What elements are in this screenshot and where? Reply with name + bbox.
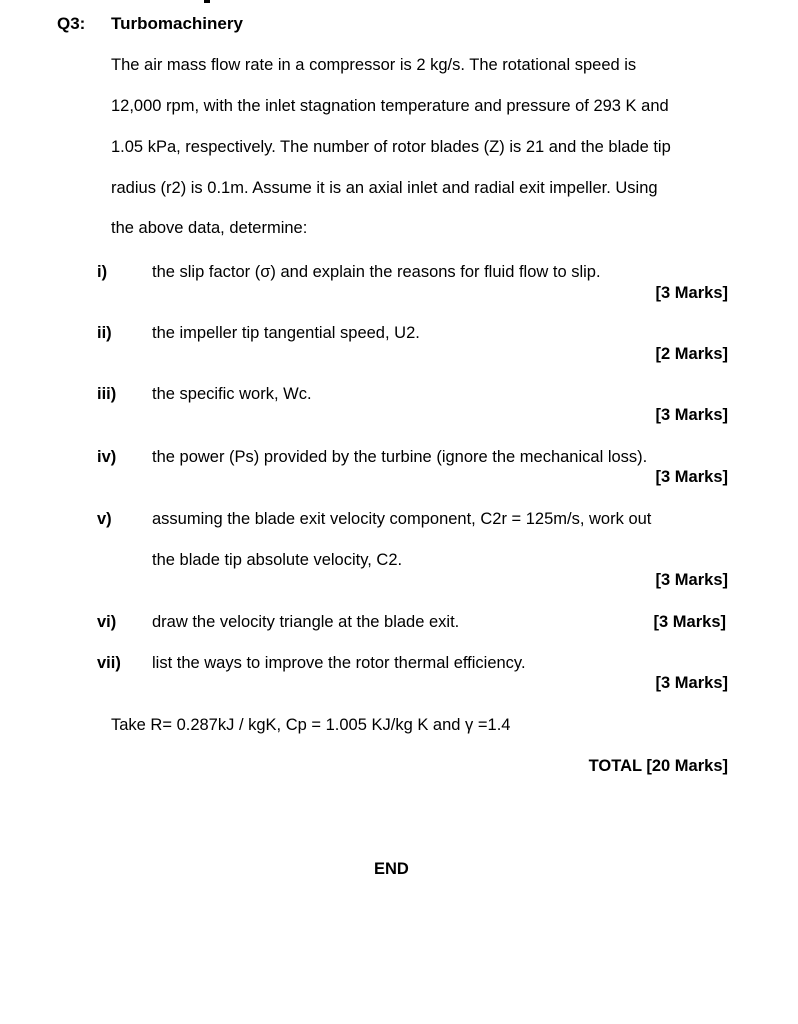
intro-line-2: 12,000 rpm, with the inlet stagnation temperature and pressure of 293 K and — [111, 97, 669, 115]
part-label: v) — [97, 510, 112, 528]
part-marks: [2 Marks] — [655, 345, 728, 363]
part-label: iii) — [97, 385, 117, 403]
part-label: iv) — [97, 448, 117, 466]
part-label: ii) — [97, 324, 112, 342]
part-label: vii) — [97, 654, 121, 672]
part-marks: [3 Marks] — [655, 571, 728, 589]
question-title: Turbomachinery — [111, 14, 243, 33]
part-label: i) — [97, 263, 108, 281]
question-number: Q3: — [57, 14, 86, 33]
part-marks: [3 Marks] — [655, 406, 728, 424]
part-text-line-2: the blade tip absolute velocity, C2. — [152, 551, 403, 569]
part-text: assuming the blade exit velocity component, C2r = 125m/s, work out — [152, 510, 652, 528]
total-marks: TOTAL [20 Marks] — [588, 757, 728, 775]
intro-line-4: radius (r2) is 0.1m. Assume it is an axial inlet and radial exit impeller. Using — [111, 179, 658, 197]
part-text: the specific work, Wc. — [152, 385, 312, 403]
intro-line-1: The air mass flow rate in a compressor is 2 kg/s. The rotational speed is — [111, 56, 637, 74]
part-text: the power (Ps) provided by the turbine (ignore the mechanical loss). — [152, 448, 648, 466]
part-text: draw the velocity triangle at the blade exit. — [152, 613, 460, 631]
part-marks: [3 Marks] — [655, 284, 728, 302]
part-text: list the ways to improve the rotor thermal efficiency. — [152, 654, 526, 672]
part-text: the impeller tip tangential speed, U2. — [152, 324, 420, 342]
constants-line: Take R= 0.287kJ / kgK, Cp = 1.005 KJ/kg K and γ =1.4 — [111, 716, 511, 734]
part-text: the slip factor (σ) and explain the reasons for fluid flow to slip. — [152, 263, 601, 281]
part-marks: [3 Marks] — [655, 468, 728, 486]
part-marks: [3 Marks] — [655, 674, 728, 692]
top-edge-mark — [204, 0, 210, 3]
intro-line-3: 1.05 kPa, respectively. The number of rotor blades (Z) is 21 and the blade tip — [111, 138, 671, 156]
end-label: END — [374, 860, 409, 878]
intro-line-5: the above data, determine: — [111, 219, 308, 237]
part-marks: [3 Marks] — [653, 613, 726, 631]
part-label: vi) — [97, 613, 117, 631]
